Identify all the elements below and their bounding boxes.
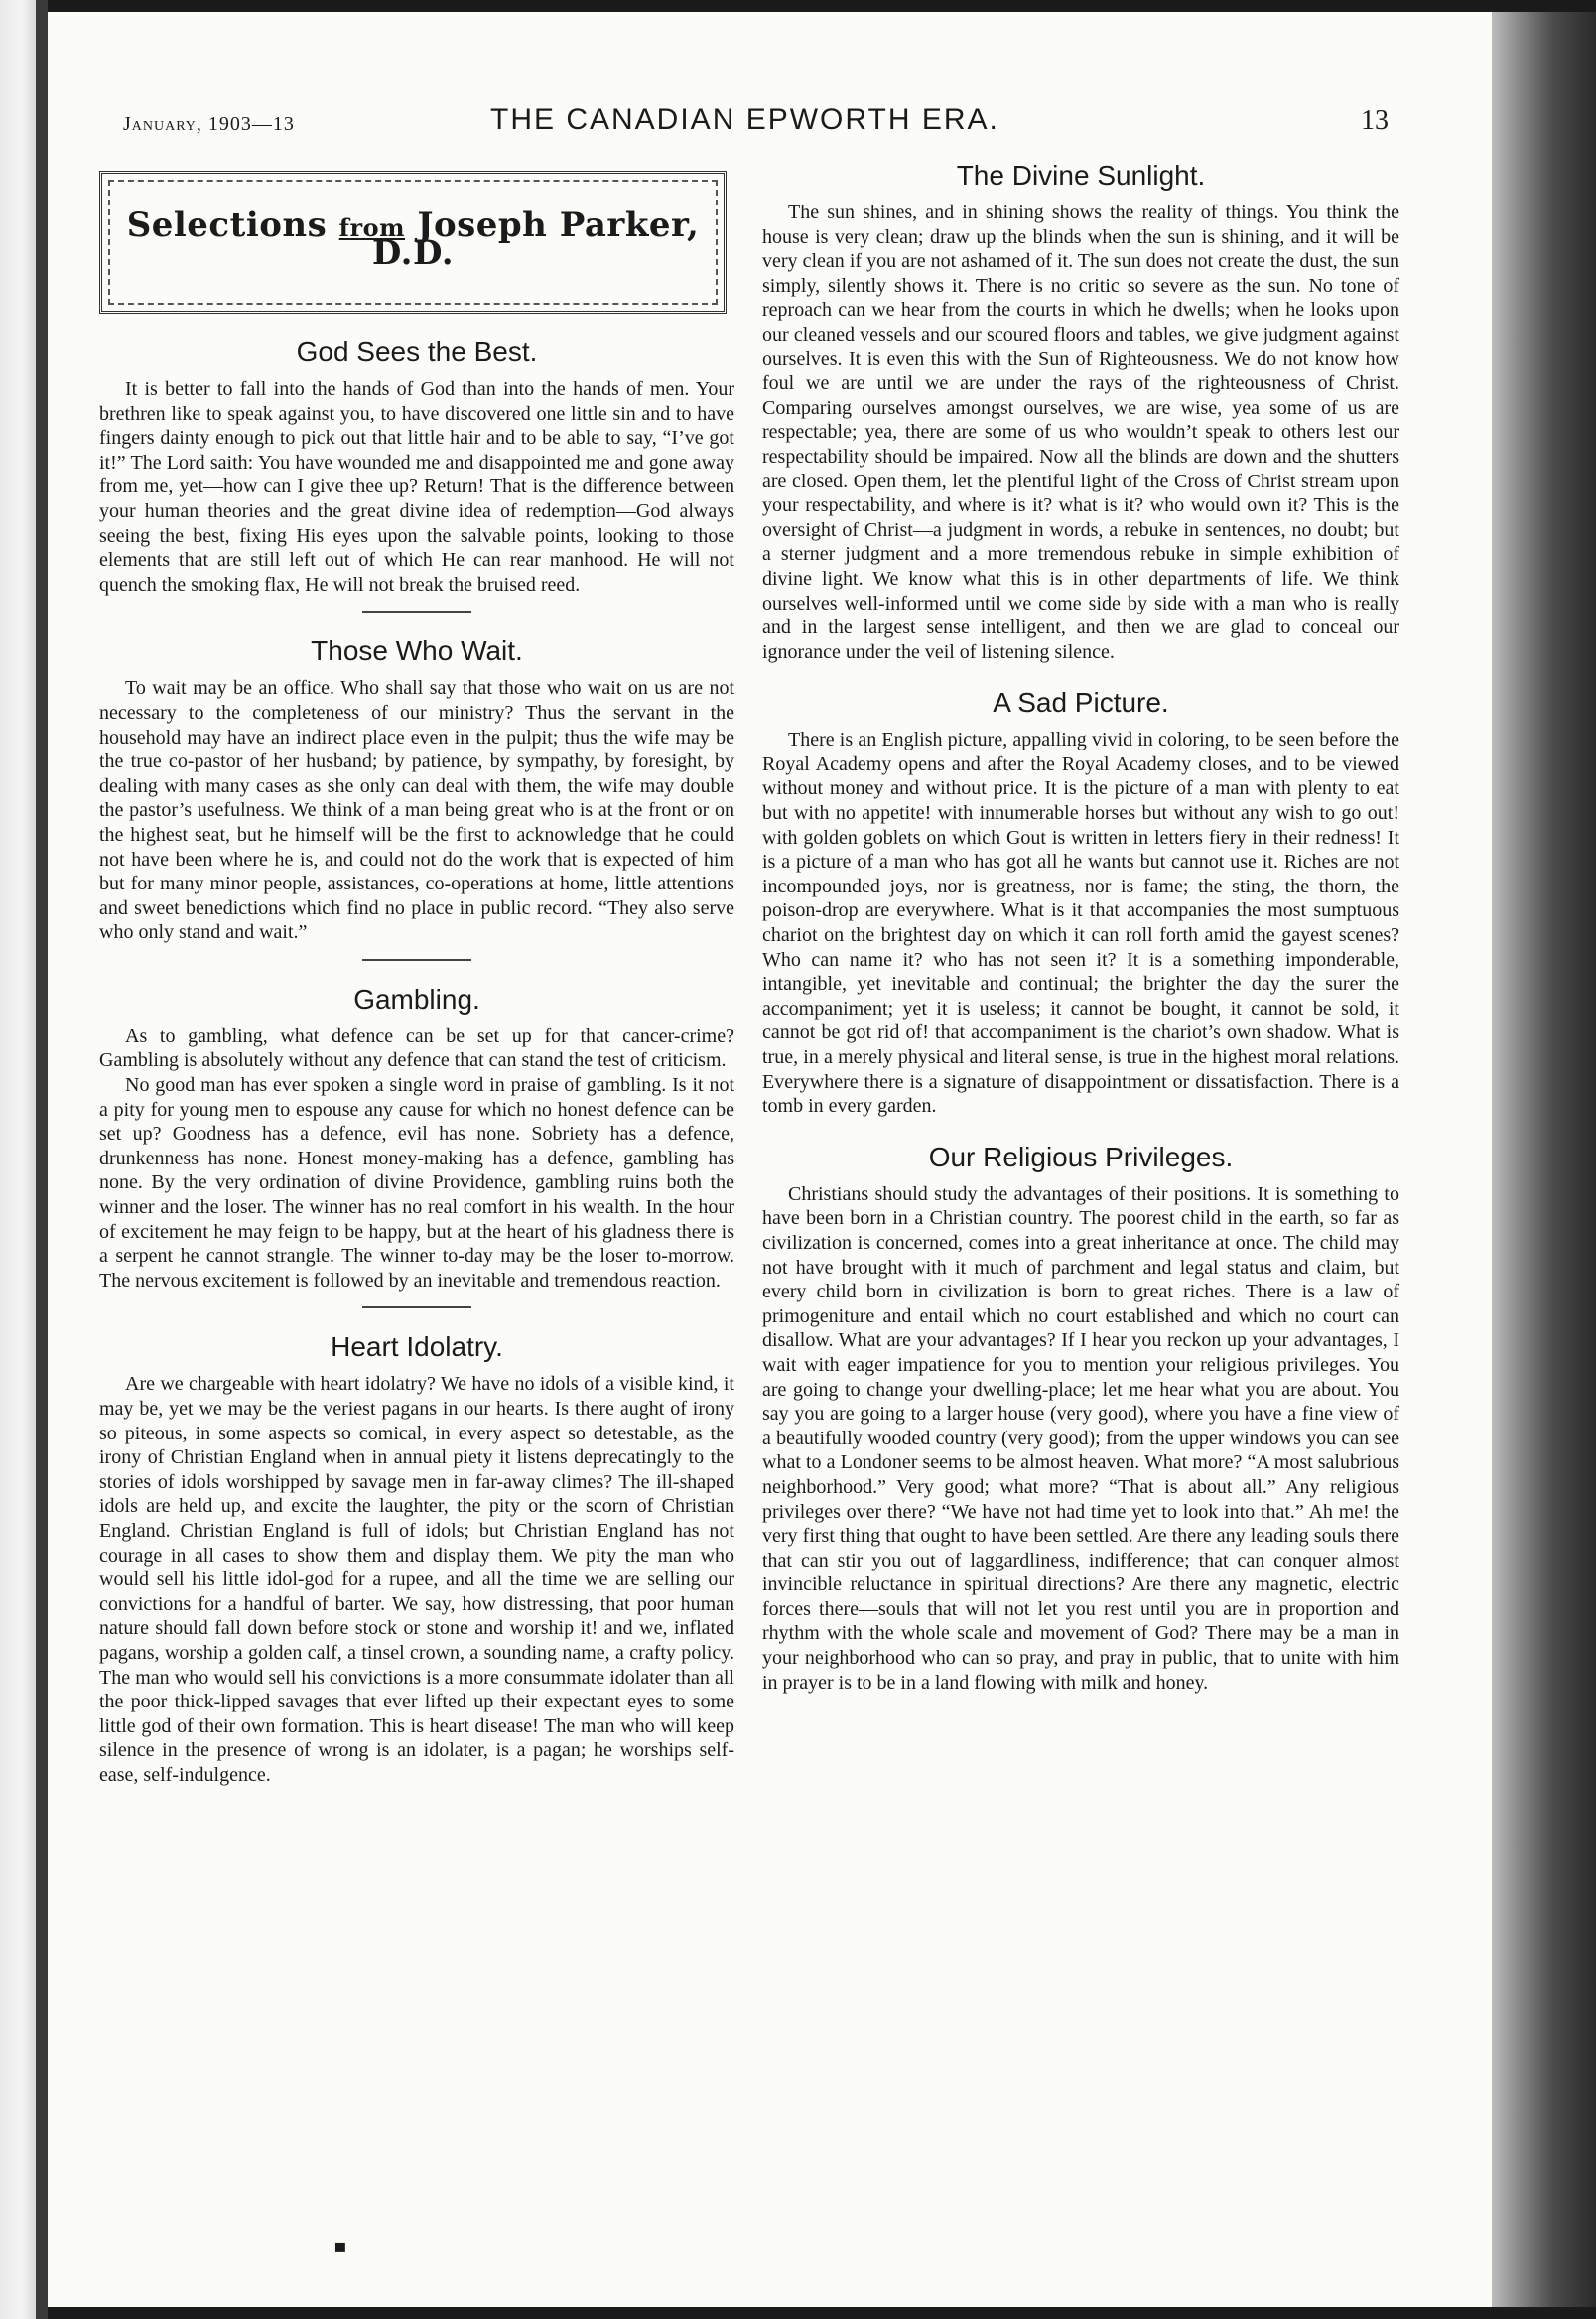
banner-heading — [102, 205, 724, 273]
article-title: The Divine Sunlight. — [956, 160, 1206, 191]
page-stack-edge — [1492, 12, 1596, 2307]
issue-date: January, 1903—13 — [123, 113, 295, 135]
article-paragraph: It is better to fall into the hands of God than into the hands of men. Your brethren like to speak against you, to have discovered one little sin and to have fingers dainty enough to pick out that little hair and to be able to say, “I’ve got it!” The Lord saith: You have wounded me and disappointed me and gone away from me, yet—how can I give thee up? Return! That is the difference between your human theories and the great divine idea of redemption—God always seeing the best, fixing His eyes upon the salvable points, looking to those elements that are still left out of which He can rear manhood. He will not quench the smoking flax, He will not break the bruised reed. — [99, 378, 734, 596]
article-title: God Sees the Best. — [296, 337, 538, 367]
banner-from: from — [338, 213, 406, 242]
book-spine — [36, 0, 48, 2319]
article-title: A Sad Picture. — [993, 687, 1169, 719]
article-title: Gambling. — [353, 983, 480, 1015]
adjacent-page-edge — [0, 0, 36, 2319]
article-title: Our Religious Privileges. — [928, 1141, 1234, 1172]
running-head — [123, 103, 1389, 143]
article-paragraph: To wait may be an office. Who shall say that those who wait on us are not necessary to the completeness of our ministry? Thus the servant in the household may have an indirect place even in the pulpit; thus the wife may be the true co-pastor of her husband; by patience, by sympathy, by foresight, by dealing with many cases as she only can deal with them, the wife may double the pastor’s usefulness. We think of a man being great who is at the front or on the highest seat, but he himself will be the first to acknowledge that he could not have been where he is, and could not do the work that is expected of him but for many minor people, assistances, co-operations at home, little attentions and sweet benedictions which find no place in public record. “They also serve who only stand and wait.” — [99, 677, 734, 944]
article-paragraph: The sun shines, and in shining shows the reality of things. You think the house is very clean; draw up the blinds when the sun is shining, and it will be very clean if you are not ashamed of it. The sun does not create the dust, the sun simply, silently shows it. There is no critic so severe as the sun. No tone of reproach can we hear from the courts in which he dwells; when he looks upon our cleaned vessels and our scoured floors and tables, we give judgment against ourselves. It is even this with the Sun of Righteousness. We do not know how foul we are until we are under the rays of the righteousness of Christ. Comparing ourselves amongst ourselves, we are wise, yea some of us are respectable; yea, there are some of us who wouldn’t speak to others lest our respectability should be impaired. Now all the blinds are down and the shutters are closed. Open them, let the plentiful light of the Cross of Christ stream upon your respectability, and where is it? what is it? who would own it? This is the oversight of Christ—a judgment in words, a rebuke in sentences, no doubt; but a sterner judgment and a more tremendous rebuke in simple exhibition of divine light. We know what this is in other departments of life. We think ourselves well-informed until we come side by side with a man who is really and in the largest sense intelligent, and then we are glad to conceal our ignorance under the veil of listening silence. — [762, 202, 1399, 663]
print-mark: ▪ — [333, 2234, 347, 2257]
right-column — [762, 159, 1399, 1695]
article-paragraph: Are we chargeable with heart idolatry? We have no idols of a visible kind, it may be, yet we may be the veriest pagans in our hearts. Is there aught of irony so piteous, in some aspects so comical, in every aspect so detestable, as the irony of Christian England when in annual piety it listens deprecatingly to the stories of idols worshipped by savage men in far-away climes? The ill-shaped idols are held up, and excite the laughter, the pity or the scorn of Christian England. Christian England is full of idols; but Christian England has not courage in all cases to show them and display them. We pity the man who would sell his little idol-god for a rupee, and all the time we are selling our convictions for a handful of barter. We say, how distressing, that poor human nature should fall down before stock or stone and worship it! and we, inflated pagans, worship a golden calf, a tinsel crown, a sounding name, a crafty policy. The man who would sell his convictions is a more consummate idolater than all the poor thick-lipped savages that ever lifted up their expectant eyes to some little god of their own formation. This is heart disease! The man who will keep silence in the presence of wrong is an idolater, is a pagan; he worships self-ease, self-indulgence. — [99, 1373, 734, 1786]
page-number: 13 — [1361, 105, 1389, 136]
banner-selections: Selections — [126, 205, 328, 245]
article-paragraph: No good man has ever spoken a single word in praise of gambling. Is it not a pity for young men to espouse any cause for which no honest defence can be set up? Goodness has a defence, evil has none. Sobriety has a defence, drunkenness has none. Honest money-making has a defence, gambling has none. By the very ordination of divine Providence, gambling ruins both the winner and the loser. The winner has no real comfort in his wealth. In the hour of excitement he may feign to be happy, but at the heart of his gladness there is a serpent he cannot strangle. The winner to-day may be the loser to-morrow. The nervous excitement is followed by an inevitable and tremendous reaction. — [99, 1074, 734, 1292]
article-paragraph: As to gambling, what defence can be set up for that cancer-crime? Gambling is absolutely without any defence that can stand the test of criticism. — [99, 1024, 734, 1072]
article-title: Heart Idolatry. — [331, 1331, 503, 1363]
left-column — [99, 159, 734, 1788]
article-paragraph: Christians should study the advantages of their positions. It is something to have been born in a Christian country. The poorest child in the earth, so far as civilization is concerned, comes into a great inheritance at once. The child may not have brought with it much of parchment and legal status and claim, but every child born in civilization is born to great riches. There is a law of primogeniture and entail which no court established and which no court can disallow. What are your advantages? If I hear you reckon up your advantages, I wait with eager impatience for you to mention your religious privileges. You are going to change your dwelling-place; let me hear what you are about. You say you are going to a larger house (very good), where you have a fine view of a beautifully wooded country (very good); from the upper windows you can see what to a Londoner seems to be almost heaven. What more? “A most salubrious neighborhood.” Very good; what more? “That is about all.” Any religious privileges over there? “We have not had time yet to look into that.” Ah me! the very first thing that ought to have been settled. Are there any leading souls there that can stir you out of laggardliness, indifference; that can conquer almost invincible reluctance in spiritual directions? Are there any magnetic, electric forces there—souls that will not let you rest until you are in proportion and rhythm with the whole scale and movement of God? There may be a man in your neighborhood who can so pray, and pray in public, that to unite with him in prayer is to be in a land flowing with milk and honey. — [762, 1182, 1399, 1694]
publication-title: THE CANADIAN EPWORTH ERA. — [490, 103, 999, 136]
banner-author-name: Joseph Parker, D.D. — [371, 205, 700, 273]
article-title: Those Who Wait. — [311, 635, 523, 667]
section-banner — [99, 171, 727, 314]
article-paragraph: There is an English picture, appalling vivid in coloring, to be seen before the Royal Academy opens and after the Royal Academy closes, and to be viewed without money and without price. It is the picture of a man with plenty to eat but with no appetite! with innumerable horses but without any wish to go out! with golden goblets on which Gout is written in letters fiery in their redness! It is a picture of a man who has got all he wants but cannot use it. Riches are not incompounded joys, nor is greatness, nor is fame; the sting, the thorn, the poison-drop are everywhere. What is it that accompanies the most sumptuous chariot on the brightest day on which it can roll forth amid the gayest scenes? Who can name it? who has not seen it? It is a something imponderable, intangible, yet inevitable and continual; the brighter the day the surer the accompaniment; yet it is useless; it cannot be bought, it cannot be sold, it cannot be got rid of! that accompaniment is the chariot’s own shadow. What is true, in a merely physical and literal sense, is true in the highest moral relations. Everywhere there is a signature of disappointment or dissatisfaction. There is a tomb in every garden. — [762, 729, 1399, 1118]
